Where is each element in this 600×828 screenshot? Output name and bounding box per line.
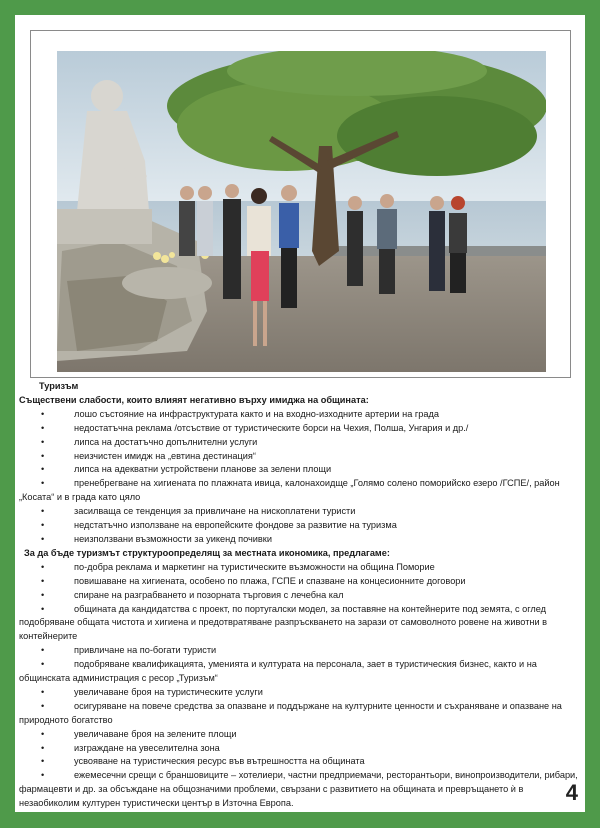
bullet-icon: • [41, 742, 45, 753]
bullet-icon: • [41, 589, 45, 600]
list-item: • недстатъчно използване на европейските фондове за развитие на туризма [19, 519, 581, 533]
list-item: • засилваща се тенденция за привличане на нископлатени туристи [19, 505, 581, 519]
list-item: • подобряване квалификацията, уменията и културата на персонала, зает в туристическия бизнес, както и на общинската администрация с ресор „Туризъм“ [19, 659, 537, 684]
list-item: • неизчистен имидж на „евтина дестинация“ [19, 450, 581, 464]
weaknesses-heading: Съществени слабости, които влияят негативно върху имиджа на общината: [19, 394, 369, 405]
list-item: • привличане на по-богати туристи [19, 644, 581, 658]
bullet-icon: • [41, 422, 45, 433]
bullet-icon: • [41, 520, 45, 531]
list-item: • неизползвани възможности за уикенд почивки [19, 533, 581, 547]
plinth [57, 209, 152, 244]
tree [167, 51, 546, 176]
article-text [19, 380, 581, 811]
bullet-icon: • [41, 686, 45, 697]
list-item: • по-добра реклама и маркетинг на туристическите възможности на община Поморие [19, 561, 581, 575]
list-item: • общината да кандидатства с проект, по португалски модел, за поставяне на контейнерите под земята, с оглед подобряване общата чистота и хигиена и предотвратяване разпръскването на зарази от самоволното ровене на животни в контейнерите [19, 603, 548, 642]
list-item: • увеличаване броя на туристическите услуги [19, 686, 581, 700]
bullet-icon: • [41, 728, 45, 739]
bullet-icon: • [41, 506, 45, 517]
bullet-icon: • [41, 603, 45, 614]
bullet-icon: • [41, 700, 45, 711]
list-item: • повишаване на хигиената, особено по плажа, ГСПЕ и спазване на концесионните договори [19, 575, 581, 589]
bullet-icon: • [41, 436, 45, 447]
memorial-photo [57, 51, 546, 372]
list-item: • ежемесечни срещи с браншовиците – хотелиери, частни предприемачи, ресторантьори, винопроизводители, рибари, фармацевти и др. за обсъждане на общозначими проблеми, свързани с развитието на общината и превръщането ѝ в незаобиколим културен туристически център в Източна Европа. [19, 770, 578, 809]
list-item: • усвояване на туристическия ресурс във вътрешността на общината [19, 755, 581, 769]
list-item: • липса на адекватни устройствени планове за зелени площи [19, 463, 581, 477]
list-item: • пренебрегване на хигиената по плажната ивица, калонахоидще „Голямо солено поморийско езеро /ГСПЕ/, район „Косата“ и в града като цяло [19, 478, 560, 503]
bullet-icon: • [41, 450, 45, 461]
photo-frame [30, 30, 571, 378]
list-item: • изграждане на увеселителна зона [19, 742, 581, 756]
bullet-icon: • [41, 645, 45, 656]
list-item: • липса на достатъчно допълнителни услуги [19, 436, 581, 450]
list-item: • лошо състояние на инфраструктурата както и на входно-изходните артерии на града [19, 408, 581, 422]
bullet-icon: • [41, 770, 45, 781]
section-title: Туризъм [39, 381, 79, 391]
list-item: • спиране на разграбването и позорната търговия с лечебна кал [19, 589, 581, 603]
bullet-icon: • [41, 533, 45, 544]
bullet-icon: • [41, 756, 45, 767]
bullet-icon: • [41, 659, 45, 670]
list-item: • осигуряване на повече средства за опазване и поддържане на културните ценности и съхраняване и опазване на природното богатство [19, 700, 562, 725]
page [15, 15, 585, 812]
proposals-heading: За да бъде туризмът структуроопределящ за местната икономика, предлагаме: [24, 547, 390, 558]
proposals-list [19, 561, 581, 811]
weaknesses-list [19, 408, 581, 547]
bullet-icon: • [41, 561, 45, 572]
bullet-icon: • [41, 478, 45, 489]
list-item: • недостатъчна реклама /отсъствие от туристическите борси на Чехия, Полша, Унгария и др./ [19, 422, 581, 436]
bullet-icon: • [41, 464, 45, 475]
bullet-icon: • [41, 575, 45, 586]
list-item: • увеличаване броя на зелените площи [19, 728, 581, 742]
page-number: 4 [565, 780, 578, 805]
bullet-icon: • [41, 408, 45, 419]
